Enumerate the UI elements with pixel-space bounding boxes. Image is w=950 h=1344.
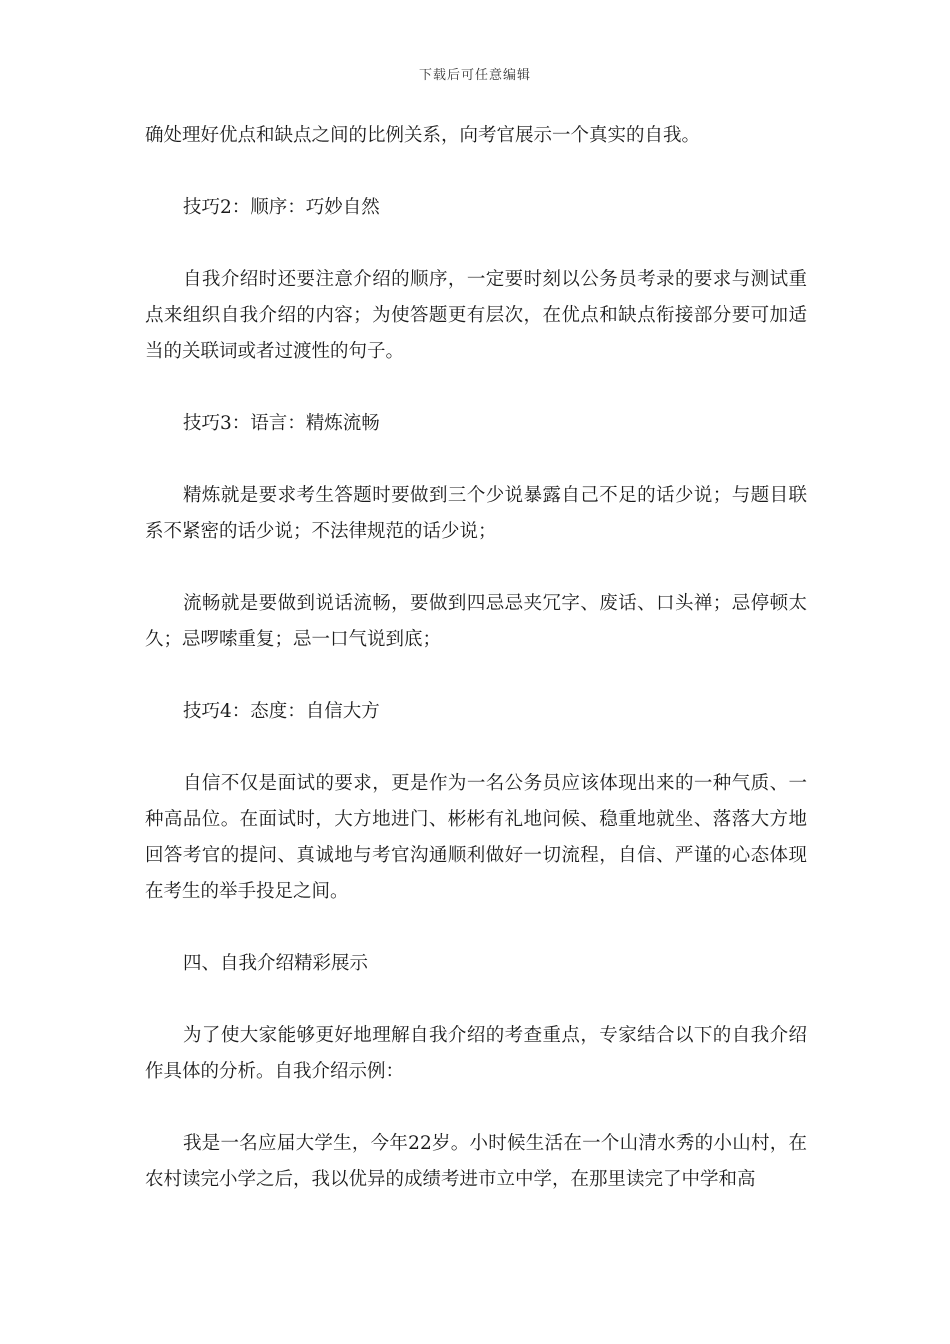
heading-tip-2: 技巧2：顺序：巧妙自然 xyxy=(183,197,380,218)
paragraph-continuation: 确处理好优点和缺点之间的比例关系，向考官展示一个真实的自我。 xyxy=(145,125,701,146)
paragraph-example: 我是一名应届大学生，今年22岁。小时候生活在一个山清水秀的小山村，在农村读完小学之后，我以优异的成绩考进市立中学，在那里读完了中学和高 xyxy=(145,1133,807,1190)
paragraph-concise: 精炼就是要求考生答题时要做到三个少说暴露自己不足的话少说；与题目联系不紧密的话少说；不法律规范的话少说； xyxy=(145,485,807,542)
heading-tip-4: 技巧4：态度：自信大方 xyxy=(183,701,380,722)
document-body xyxy=(145,118,807,1234)
heading-tip-3: 技巧3：语言：精炼流畅 xyxy=(183,413,380,434)
paragraph-fluent: 流畅就是要做到说话流畅，要做到四忌忌夹冗字、废话、口头禅；忌停顿太久；忌啰嗦重复；忌一口气说到底； xyxy=(145,593,807,650)
paragraph-order: 自我介绍时还要注意介绍的顺序，一定要时刻以公务员考录的要求与测试重点来组织自我介绍的内容；为使答题更有层次，在优点和缺点衔接部分要可加适当的关联词或者过渡性的句子。 xyxy=(145,269,807,362)
page-header: 下载后可任意编辑 xyxy=(418,68,531,83)
paragraph-example-intro: 为了使大家能够更好地理解自我介绍的考查重点，专家结合以下的自我介绍作具体的分析。自我介绍示例： xyxy=(145,1025,807,1082)
paragraph-confidence: 自信不仅是面试的要求，更是作为一名公务员应该体现出来的一种气质、一种高品位。在面试时，大方地进门、彬彬有礼地问候、稳重地就坐、落落大方地回答考官的提问、真诚地与考官沟通顺利做好一切流程，自信、严谨的心态体现在考生的举手投足之间。 xyxy=(145,773,807,902)
section-heading-4: 四、自我介绍精彩展示 xyxy=(183,953,369,974)
